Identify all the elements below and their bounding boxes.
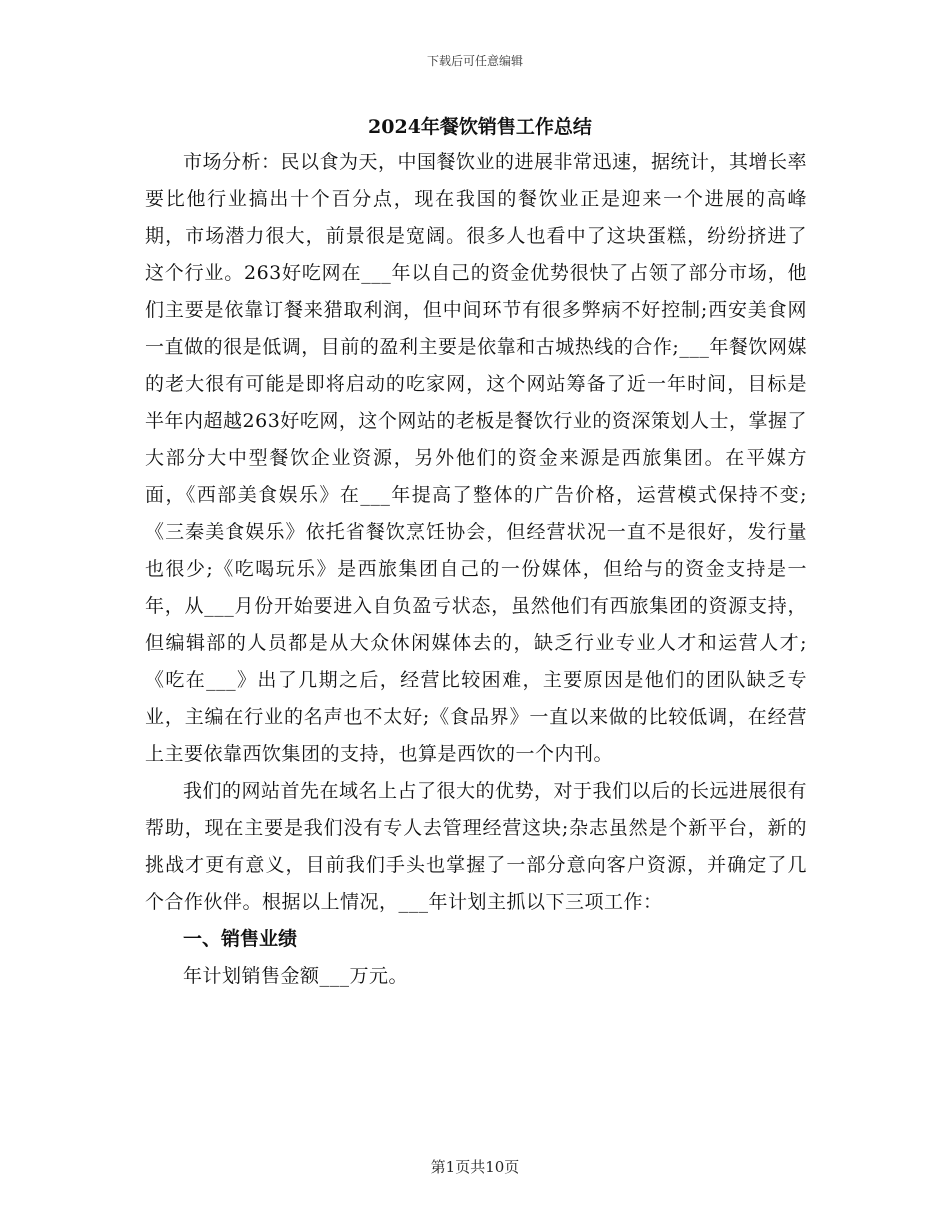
document-title: 2024年餐饮销售工作总结 <box>368 116 592 138</box>
paragraph-market-analysis: 市场分析：民以食为天，中国餐饮业的进展非常迅速，据统计，其增长率要比他行业搞出十个百分点，现在我国的餐饮业正是迎来一个进展的高峰期，市场潜力很大，前景很是宽阔。很多人也看中了这块蛋糕，纷纷挤进了这个行业。263好吃网在___年以自己的资金优势很快了占领了部分市场，他们主要是依靠订餐来猎取利润，但中间环节有很多弊病不好控制;西安美食网一直做的很是低调，目前的盈利主要是依靠和古城热线的合作;___年餐饮网媒的老大很有可能是即将启动的吃家网，这个网站筹备了近一年时间，目标是半年内超越263好吃网，这个网站的老板是餐饮行业的资深策划人士，掌握了大部分大中型餐饮企业资源，另外他们的资金来源是西旅集团。在平媒方面，《西部美食娱乐》在___年提高了整体的广告价格，运营模式保持不变;《三秦美食娱乐》依托省餐饮烹饪协会，但经营状况一直不是很好，发行量也很少;《吃喝玩乐》是西旅集团自己的一份媒体，但给与的资金支持是一年，从___月份开始要进入自负盈亏状态，虽然他们有西旅集团的资源支持，但编辑部的人员都是从大众休闲媒体去的，缺乏行业专业人才和运营人才;《吃在___》出了几期之后，经营比较困难，主要原因是他们的团队缺乏专业，主编在行业的名声也不太好;《食品界》一直以来做的比较低调，在经营上主要依靠西饮集团的支持，也算是西饮的一个内刊。 <box>145 151 808 765</box>
section-heading-sales-performance: 一、销售业绩 <box>183 928 298 950</box>
paragraph-sales-target: 年计划销售金额___万元。 <box>183 965 409 987</box>
document-body <box>145 110 807 995</box>
page-number-footer: 第1页共10页 <box>430 1158 520 1176</box>
paragraph-our-advantages: 我们的网站首先在域名上占了很大的优势，对于我们以后的长远进展很有帮助，现在主要是我们没有专人去管理经营这块;杂志虽然是个新平台，新的挑战才更有意义，目前我们手头也掌握了一部分意向客户资源，并确定了几个合作伙伴。根据以上情况，___年计划主抓以下三项工作： <box>145 780 808 913</box>
page-header-note: 下载后可任意编辑 <box>426 54 523 68</box>
